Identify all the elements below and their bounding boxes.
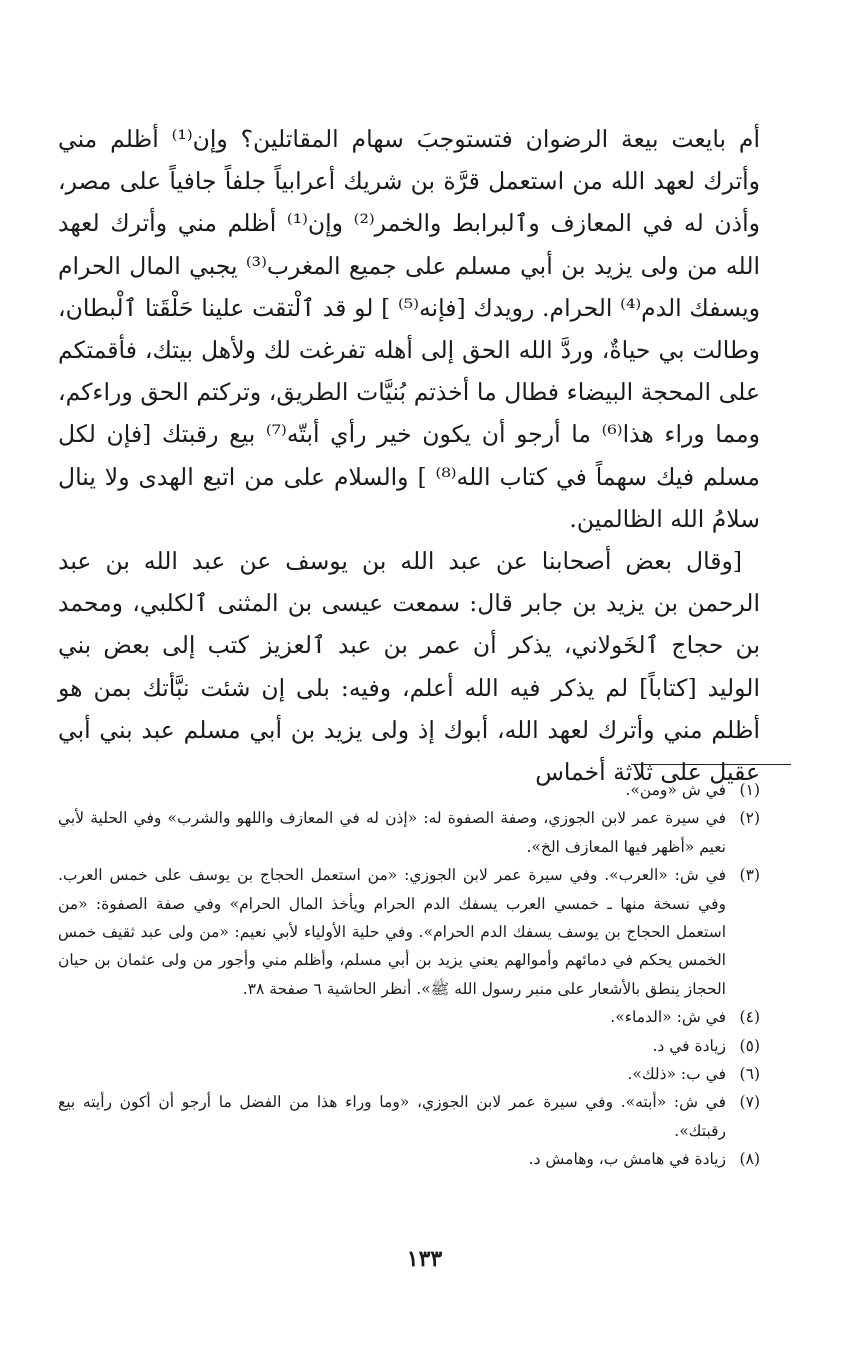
footnote-item — [58, 804, 760, 861]
footnote-text: زيادة في هامش ب، وهامش د. — [528, 1150, 726, 1169]
footnote-item — [58, 1003, 760, 1031]
footnote-text: في ش: «الدماء». — [610, 1008, 726, 1027]
footnote-item — [58, 1088, 760, 1145]
footnote-number: (٤) — [739, 1008, 760, 1027]
footnote-text: في ش: «العرب». وفي سيرة عمر لابن الجوزي: «من استعمل الحجاج بن يوسف على خمس العرب. وفي نسخة منها ـ خمسي العرب يسفك الدم الحرام ويأخذ المال الحرام» وفي صفة الصفوة: «من استعمل الحجاج بن يوسف يسفك الدم الحرام». وفي حلية الأولياء لأبي نعيم: «من ولى عبد ثقيف خمس الخمس يحكم في دمائهم وأموالهم يعني يزيد بن أبي مسلم، وأظلم مني وأجور من ولى عثمان بن حيان الحجاز ينطق بالأشعار على منبر رسول الله ﷺ». أنظر الحاشية ٦ صفحة ٣٨. — [58, 866, 726, 998]
footnote-number: (٥) — [739, 1036, 760, 1055]
page-number: ١٣٣ — [406, 1246, 443, 1272]
body-paragraph-1: أم بايعت بيعة الرضوان فتستوجبَ سهام المقاتلين؟ وإن⁽¹⁾ أظلم مني وأترك لعهد الله من استعمل قرَّة بن شريك أعرابياً جلفاً جافياً على مصر، وأذن له في المعازف وٱلبرابط والخمر⁽²⁾ وإن⁽¹⁾ أظلم مني وأترك لعهد الله من ولى يزيد بن أبي مسلم على جميع المغرب⁽³⁾ يجبي المال الحرام ويسفك الدم⁽⁴⁾ الحرام. رويدك [فإنه⁽⁵⁾ ] لو قد ٱلْتقت علينا حَلْقَتا ٱلْبطان، وطالت بي حياةٌ، وردَّ الله الحق إلى أهله تفرغت لك ولأهل بيتك، فأقمتكم على المحجة البيضاء فطال ما أخذتم بُنيَّات الطريق، وتركتم الحق وراءكم، ومما وراء هذا⁽⁶⁾ ما أرجو أن يكون خير رأي أبتّه⁽⁷⁾ بيع رقبتك [فإن لكل مسلم فيك سهماً في كتاب الله⁽⁸⁾ ] والسلام على من اتبع الهدى ولا ينال سلامُ الله الظالمين. — [58, 125, 761, 533]
footnote-separator — [631, 764, 791, 765]
footnote-item — [58, 861, 760, 1003]
body-paragraph-2: [وقال بعض أصحابنا عن عبد الله بن يوسف عن عبد الله بن عبد الرحمن بن يزيد بن جابر قال: سمعت عيسى بن المثنى ٱلكلبي، ومحمد بن حجاج ٱلخَولاني، يذكر أن عمر بن عبد ٱلعزيز كتب إلى بعض بني الوليد [كتاباً] لم يذكر فيه الله أعلم، وفيه: بلى إن شئت نبَّأتك بمن هو أظلم مني وأترك لعهد الله، أبوك إذ ولى يزيد بن أبي مسلم عبد بني أبي عقيل على ثلاثة أخماس — [58, 547, 760, 787]
footnote-number: (٢) — [739, 809, 760, 828]
footnote-item — [58, 776, 760, 804]
footnote-text: في ش «ومن». — [625, 781, 726, 799]
footnotes-list — [58, 776, 760, 1174]
footnote-item — [58, 1145, 760, 1173]
footnote-text: في سيرة عمر لابن الجوزي، وصفة الصفوة له: «إذن له في المعازف واللهو والشرب» وفي الحلية لأبي نعيم «أظهر فيها المعازف الخ». — [58, 809, 726, 856]
footnote-number: (١) — [739, 781, 760, 799]
footnote-item — [58, 1060, 760, 1088]
main-body-text — [58, 118, 760, 793]
footnote-text: في ب: «ذلك». — [627, 1065, 726, 1084]
footnote-number: (٣) — [739, 866, 760, 885]
footnote-item — [58, 1032, 760, 1060]
footnote-number: (٨) — [739, 1150, 760, 1169]
footnote-text: زيادة في د. — [652, 1036, 726, 1055]
footnote-number: (٧) — [739, 1093, 760, 1112]
document-page — [58, 118, 760, 793]
footnote-number: (٦) — [739, 1065, 760, 1084]
footnote-text: في ش: «أبته». وفي سيرة عمر لابن الجوزي، «وما وراء هذا من الفضل ما أرجو أن أكون رأيته بيع رقبتك». — [58, 1093, 726, 1140]
